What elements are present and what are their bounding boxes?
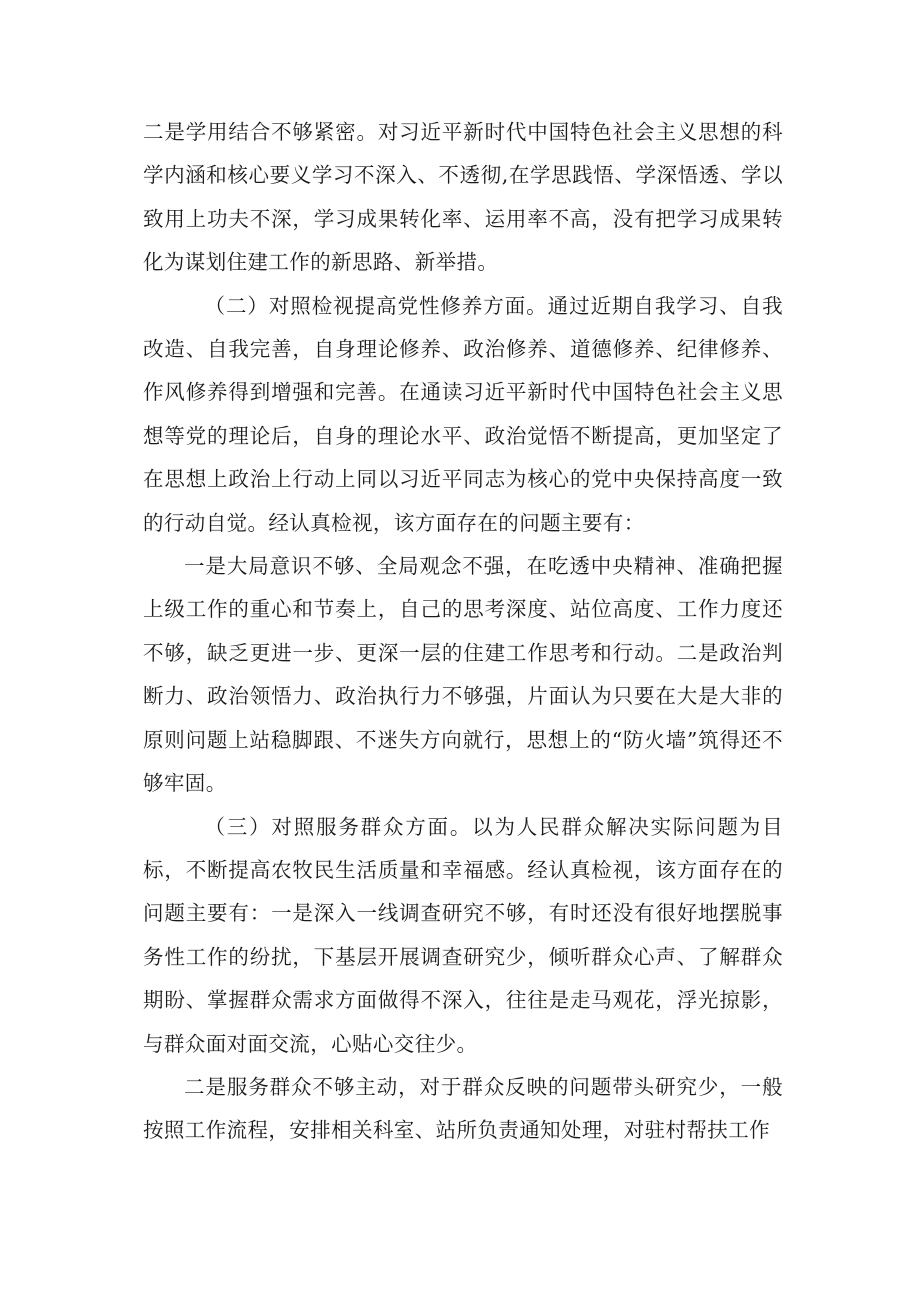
paragraph-1: 二是学用结合不够紧密。对习近平新时代中国特色社会主义思想的科学内涵和核心要义学习不深入、不透彻,在学思践悟、学深悟透、学以致用上功夫不深，学习成果转化率、运用率不高，没有把学习成果转化为谋划住建工作的新思路、新举措。 (143, 120, 783, 275)
paragraph-3: 一是大局意识不够、全局观念不强，在吃透中央精神、准确把握上级工作的重心和节奏上，自己的思考深度、站位高度、工作力度还不够，缺乏更进一步、更深一层的住建工作思考和行动。二是政治判断力、政治领悟力、政治执行力不够强，片面认为只要在大是大非的原则问题上站稳脚跟、不迷失方向就行，思想上的“防火墙”筑得还不够牢固。 (143, 554, 783, 796)
paragraph-4: （三）对照服务群众方面。以为人民群众解决实际问题为目标，不断提高农牧民生活质量和幸福感。经认真检视，该方面存在的问题主要有：一是深入一线调查研究不够，有时还没有很好地摆脱事务性工作的纷扰，下基层开展调查研究少，倾听群众心声、了解群众期盼、掌握群众需求方面做得不深入，往往是走马观花，浮光掠影，与群众面对面交流，心贴心交往少。 (143, 814, 783, 1056)
document-body (143, 111, 783, 1153)
paragraph-2: （二）对照检视提高党性修养方面。通过近期自我学习、自我改造、自我完善，自身理论修养、政治修养、道德修养、纪律修养、作风修养得到增强和完善。在通读习近平新时代中国特色社会主义思想等党的理论后，自身的理论水平、政治觉悟不断提高，更加坚定了在思想上政治上行动上同以习近平同志为核心的党中央保持高度一致的行动自觉。经认真检视，该方面存在的问题主要有： (143, 293, 783, 535)
paragraph-5: 二是服务群众不够主动，对于群众反映的问题带头研究少，一般按照工作流程，安排相关科室、站所负责通知处理，对驻村帮扶工作 (143, 1074, 783, 1143)
